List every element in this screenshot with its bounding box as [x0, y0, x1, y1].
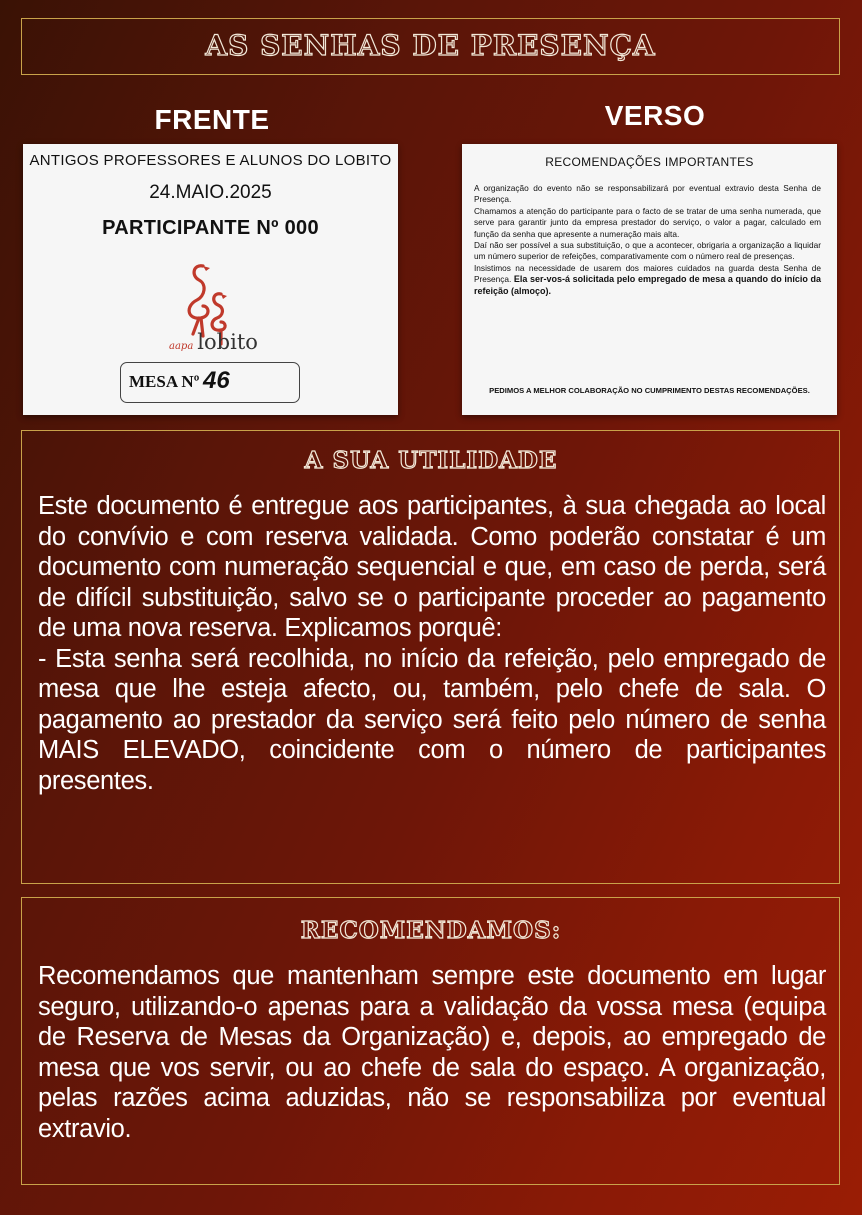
recommendations-footer: PEDIMOS A MELHOR COLABORAÇÃO NO CUMPRIMENTO DESTAS RECOMENDAÇÕES. — [489, 386, 810, 395]
body-paragraph: - Esta senha será recolhida, no início da refeição, pelo empregado de mesa que lhe esteja afecto, ou, também, pelo chefe de sala. O pagamento ao prestador da serviço será feito pelo número de senha MAIS ELEVADO, coincidente com o número de participantes presentes. — [38, 644, 826, 795]
utility-section-body — [38, 491, 826, 796]
table-number: 46 — [203, 367, 230, 394]
title-frame — [21, 18, 840, 75]
recommendation-text: Insistimos na necessidade de usarem dos maiores cuidados na guarda desta Senha de Presença. — [474, 262, 821, 285]
front-heading: FRENTE — [154, 104, 270, 135]
table-label: MESA Nº — [129, 372, 200, 391]
recommendation-paragraph: A organização do evento não se responsabilizará por eventual extravio desta Senha de Presença. — [474, 183, 821, 205]
back-heading: VERSO — [604, 100, 706, 131]
recommendations-body — [474, 183, 821, 297]
recommend-section-body — [38, 961, 826, 1144]
recommendation-paragraph — [474, 263, 821, 297]
recommendation-paragraph: Chamamos a atenção do participante para o facto de se tratar de uma senha numerada, que serve para garantir junto da empresa prestador do serviço, o valor a pagar, calculado em função da senha que apresente a numeração mais alta. — [474, 205, 821, 239]
recommendation-paragraph: Daí não ser possível a sua substituição, o que a acontecer, obrigaria a organização a liquidar um número superior de refeições, comparativamente com o número real de presenças. — [474, 240, 821, 262]
logo-small-text: aapa — [169, 341, 194, 352]
body-paragraph: Recomendamos que mantenham sempre este documento em lugar seguro, utilizando-o apenas para a validação da vossa mesa (equipa de Reserva de Mesas da Organização) e, depois, ao empregado de mesa que vos servir, ou ao chefe de sala do espaço. A organização, pelas razões acima aduzidas, não se responsabiliza por eventual extravio. — [38, 962, 826, 1143]
body-paragraph: Este documento é entregue aos participantes, à sua chegada ao local do convívio e com reserva validada. Como poderão constatar é um documento com numeração sequencial e que, em caso de perda, será de difícil substituição, salvo se o participante proceder ao pagamento de uma nova reserva. Explicamos porquê: — [38, 492, 826, 642]
page-title: AS SENHAS DE PRESENÇA — [205, 29, 656, 62]
table-number-box — [120, 362, 300, 403]
event-date: 24.MAIO.2025 — [149, 182, 272, 203]
logo-big-text: lobito — [197, 330, 258, 354]
utility-section-title: A SUA UTILIDADE — [304, 447, 558, 474]
recommendations-title: RECOMENDAÇÕES IMPORTANTES — [545, 155, 754, 169]
event-name: ANTIGOS PROFESSORES E ALUNOS DO LOBITO — [29, 152, 392, 169]
recommend-section-title: RECOMENDAMOS: — [300, 917, 562, 944]
recommendation-bold-text: Ela ser-vos-á solicitada pelo empregado de mesa a quando do início da refeição (almoço). — [474, 274, 821, 296]
ticket-back-card — [462, 144, 837, 415]
logo-wordmark — [169, 330, 258, 354]
participant-number: PARTICIPANTE Nº 000 — [102, 217, 319, 239]
ticket-front-card — [23, 144, 398, 415]
